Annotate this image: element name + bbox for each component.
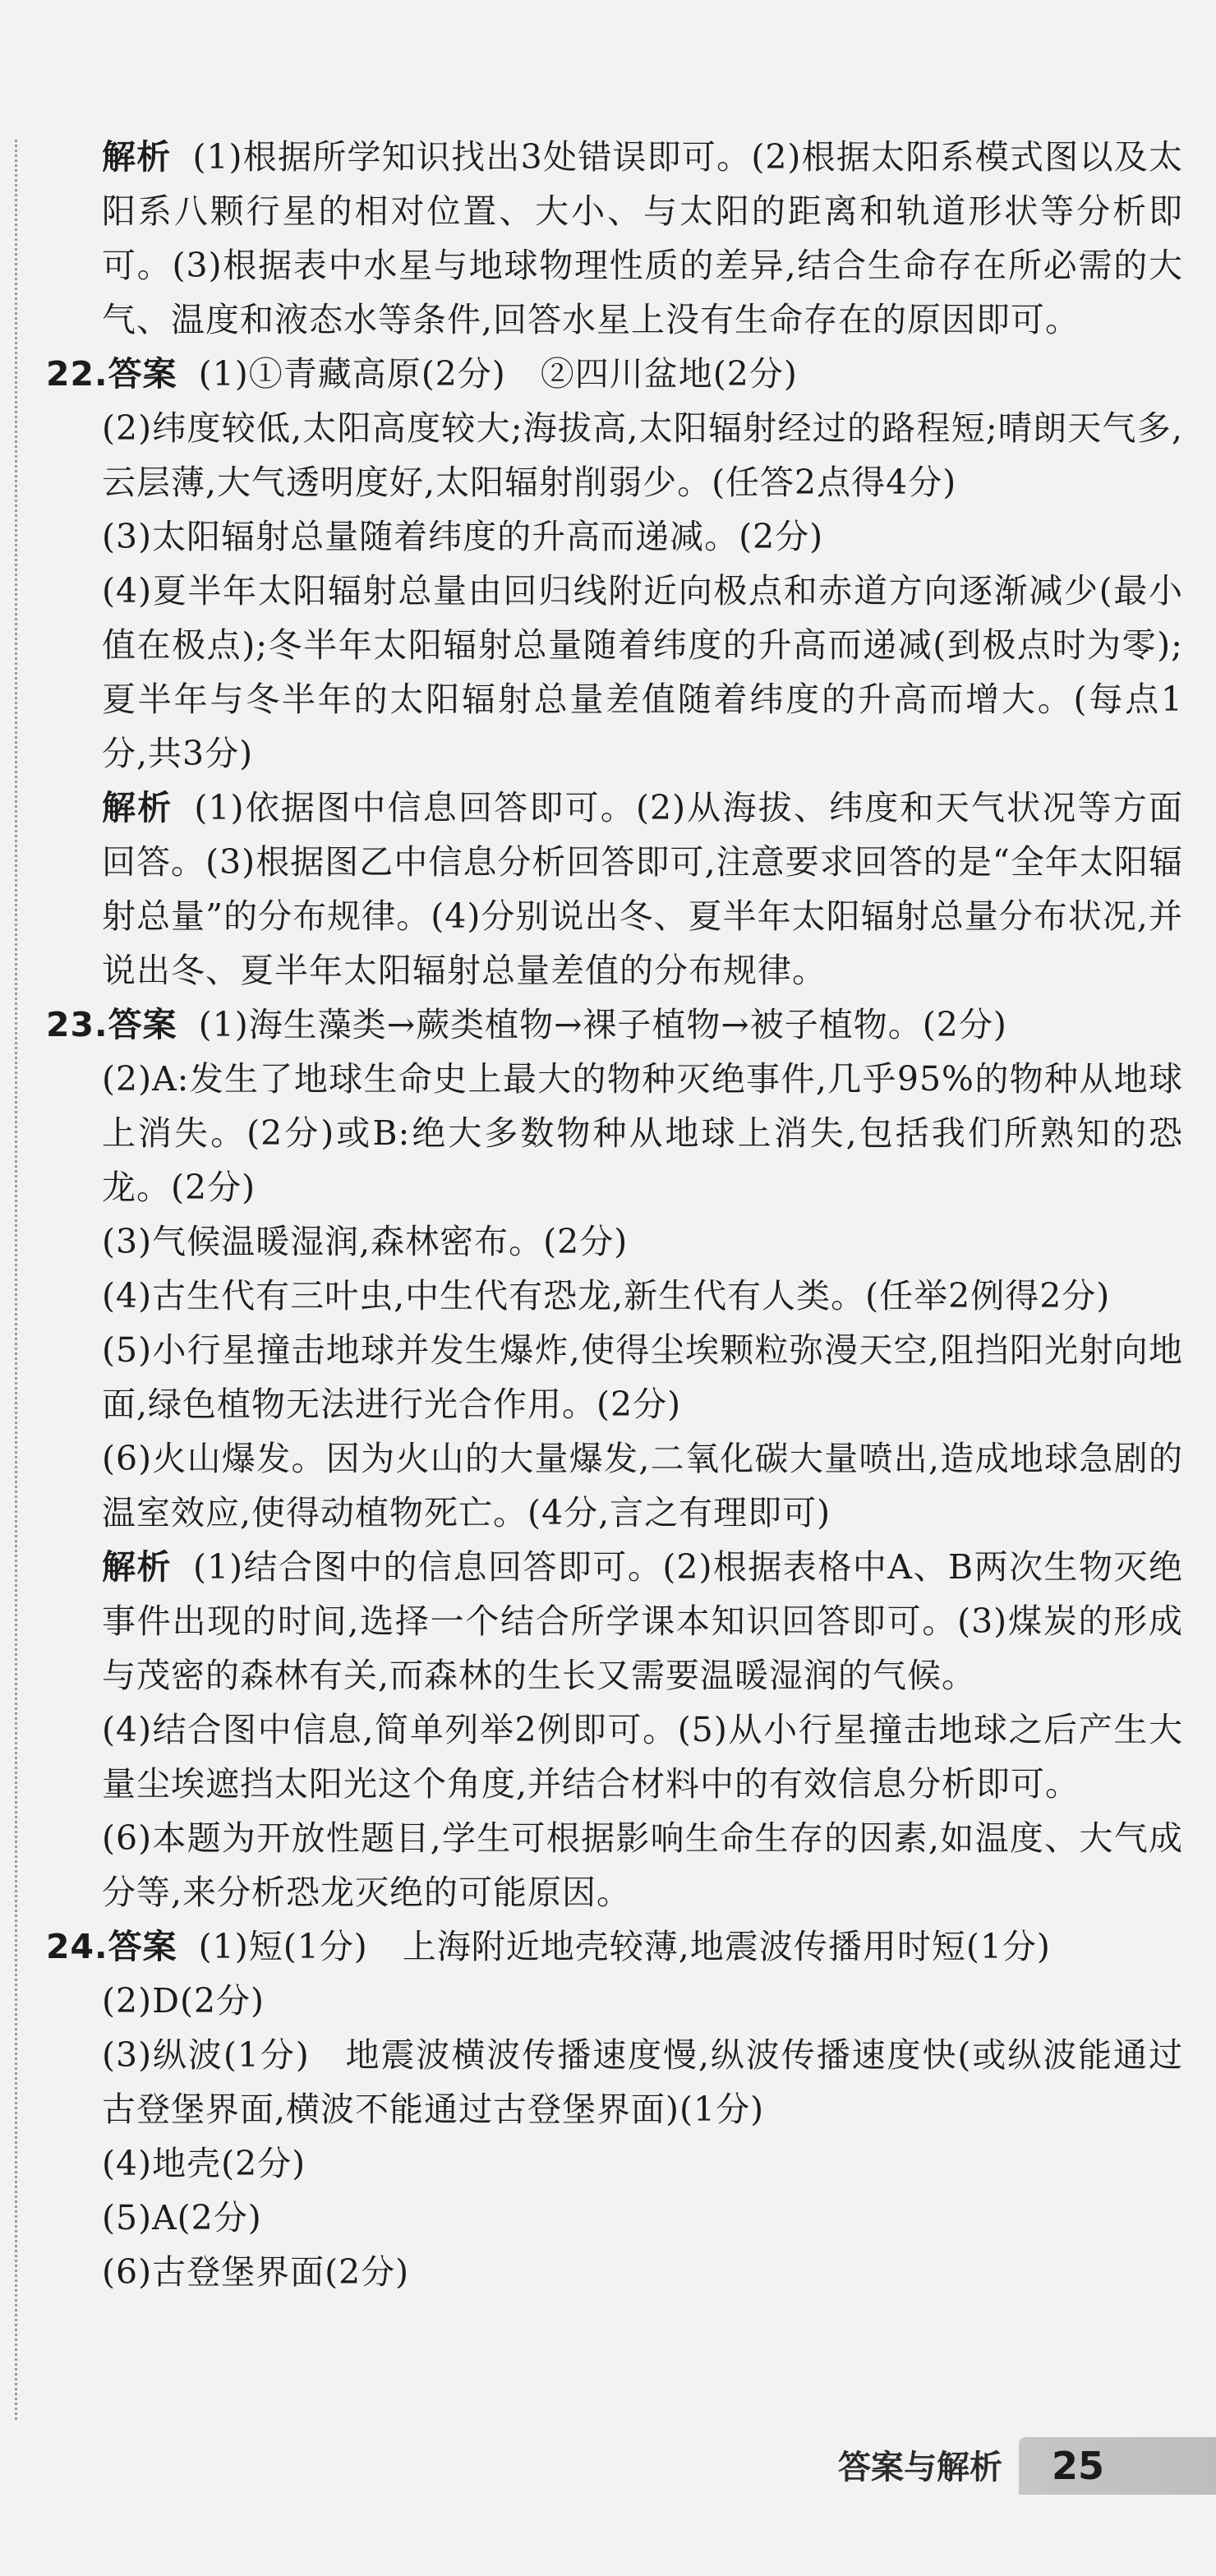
- intro-analysis: [102, 130, 1183, 347]
- q22-answer-line: [46, 347, 1183, 401]
- q23-answer-line: [46, 998, 1183, 1052]
- answer-text: (1)短(1分) 上海附近地壳较薄,地震波传播用时短(1分): [198, 1927, 1051, 1966]
- question-number: 24.: [46, 1927, 108, 1966]
- q24-answer-4: (4)地壳(2分): [102, 2144, 306, 2183]
- q22-answer-3: (3)太阳辐射总量随着纬度的升高而递减。(2分): [102, 517, 824, 556]
- page-content: [46, 130, 1184, 2299]
- analysis-text: (1)根据所学知识找出3处错误即可。(2)根据太阳系模式图以及太阳系八颗行星的相对位置、大小、与太阳的距离和轨道形状等分析即可。(3)根据表中水星与地球物理性质的差异,结合生命存在所必需的大气、温度和液态水等条件,回答水星上没有生命存在的原因即可。: [102, 137, 1183, 339]
- q24-answer-3: (3)纵波(1分) 地震波横波传播速度慢,纵波传播速度快(或纵波能通过古登堡界面,横波不能通过古登堡界面)(1分): [102, 2035, 1183, 2129]
- answer-text: (1)①青藏高原(2分) ②四川盆地(2分): [198, 354, 798, 394]
- page-number: 25: [1052, 2444, 1105, 2488]
- q24-answer-6: (6)古登堡界面(2分): [102, 2252, 410, 2292]
- q23-answer-3: (3)气候温暖湿润,森林密布。(2分): [102, 1222, 629, 1261]
- page-footer: [641, 2437, 1216, 2498]
- q23-answer-2: (2)A:发生了地球生命史上最大的物种灭绝事件,几乎95%的物种从地球上消失。(2分)或B:绝大多数物种从地球上消失,包括我们所熟知的恐龙。(2分): [102, 1059, 1183, 1207]
- q22-answer-2: (2)纬度较低,太阳高度较大;海拔高,太阳辐射经过的路程短;晴朗天气多,云层薄,大气透明度好,太阳辐射削弱少。(任答2点得4分): [102, 408, 1183, 502]
- answer-text: (1)海生藻类→蕨类植物→裸子植物→被子植物。(2分): [198, 1005, 1007, 1044]
- q23-analysis-2: (4)结合图中信息,简单列举2例即可。(5)从小行星撞击地球之后产生大量尘埃遮挡太阳光这个角度,并结合材料中的有效信息分析即可。: [102, 1710, 1183, 1804]
- question-number: 22.: [46, 354, 108, 394]
- analysis-label: 解析: [102, 137, 172, 177]
- q24-answer-5: (5)A(2分): [102, 2198, 262, 2237]
- q23-answer-4: (4)古生代有三叶虫,中生代有恐龙,新生代有人类。(任举2例得2分): [102, 1276, 1111, 1316]
- q23-answer-6: (6)火山爆发。因为火山的大量爆发,二氧化碳大量喷出,造成地球急剧的温室效应,使得动植物死亡。(4分,言之有理即可): [102, 1439, 1183, 1532]
- q22-analysis: [102, 781, 1183, 998]
- margin-dotted-line: [15, 140, 17, 2420]
- analysis-label: 解析: [102, 1547, 172, 1587]
- q23-analysis-3: (6)本题为开放性题目,学生可根据影响生命生存的因素,如温度、大气成分等,来分析恐龙灭绝的可能原因。: [102, 1818, 1183, 1912]
- answer-label: 答案: [108, 1005, 177, 1044]
- q23-answer-5: (5)小行星撞击地球并发生爆炸,使得尘埃颗粒弥漫天空,阻挡阳光射向地面,绿色植物无法进行光合作用。(2分): [102, 1330, 1183, 1424]
- q24-answer-line: [46, 1919, 1183, 1974]
- footer-section-title: 答案与解析: [838, 2449, 1002, 2486]
- q24-answer-2: (2)D(2分): [102, 1981, 265, 2021]
- analysis-label: 解析: [102, 788, 173, 827]
- q23-analysis: [102, 1540, 1183, 1703]
- answer-label: 答案: [108, 1927, 177, 1966]
- analysis-text: (1)结合图中的信息回答即可。(2)根据表格中A、B两次生物灭绝事件出现的时间,选择一个结合所学课本知识回答即可。(3)煤炭的形成与茂密的森林有关,而森林的生长又需要温暖湿润的气候。: [102, 1547, 1184, 1695]
- answer-label: 答案: [108, 354, 177, 394]
- question-number: 23.: [46, 1005, 108, 1044]
- page-number-box: [1019, 2437, 1216, 2495]
- analysis-text: (1)依据图中信息回答即可。(2)从海拔、纬度和天气状况等方面回答。(3)根据图乙中信息分析回答即可,注意要求回答的是“全年太阳辐射总量”的分布规律。(4)分别说出冬、夏半年太阳辐射总量分布状况,并说出冬、夏半年太阳辐射总量差值的分布规律。: [102, 788, 1183, 990]
- q22-answer-4: (4)夏半年太阳辐射总量由回归线附近向极点和赤道方向逐渐减少(最小值在极点);冬半年太阳辐射总量随着纬度的升高而递减(到极点时为零);夏半年与冬半年的太阳辐射总量差值随着纬度的升高而增大。(每点1分,共3分): [102, 571, 1183, 773]
